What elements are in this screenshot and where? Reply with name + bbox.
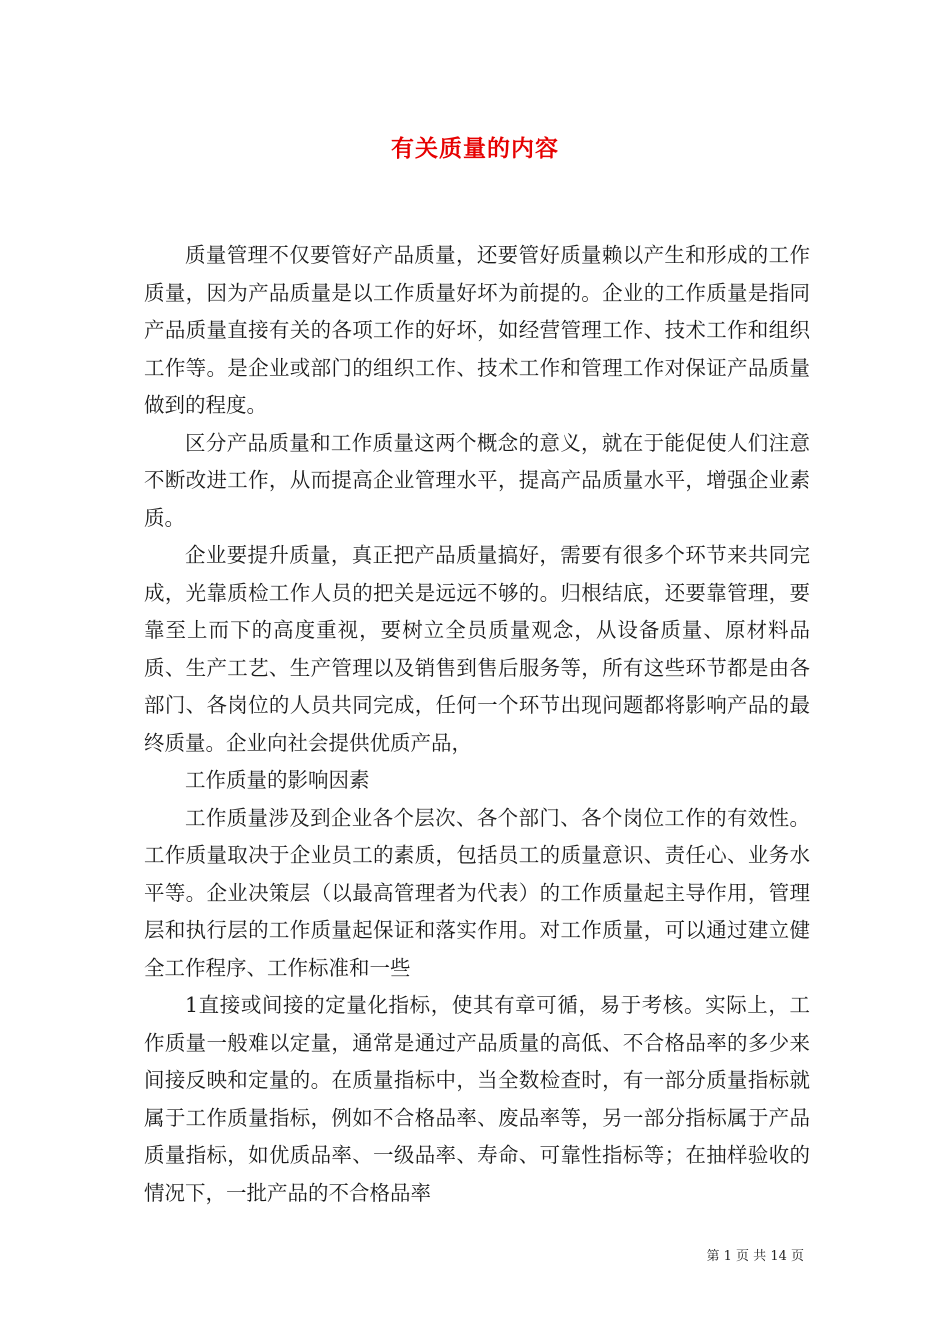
paragraph: 企业要提升质量，真正把产品质量搞好，需要有很多个环节来共同完成，光靠质检工作人员的把关是远远不够的。归根结底，还要靠管理，要靠至上而下的高度重视，要树立全员质量观念，从设备质量、原材料品质、生产工艺、生产管理以及销售到售后服务等，所有这些环节都是由各部门、各岗位的人员共同完成，任何一个环节出现问题都将影响产品的最终质量。企业向社会提供优质产品， <box>144 543 810 755</box>
paragraph: 质量管理不仅要管好产品质量，还要管好质量赖以产生和形成的工作质量，因为产品质量是以工作质量好坏为前提的。企业的工作质量是指同产品质量直接有关的各项工作的好坏，如经营管理工作、技术工作和组织工作等。是企业或部门的组织工作、技术工作和管理工作对保证产品质量做到的程度。 <box>144 243 810 417</box>
page-number-footer: 第 1 页 共 14 页 <box>706 1249 804 1264</box>
section-heading: 工作质量的影响因素 <box>185 768 370 792</box>
paragraph: 区分产品质量和工作质量这两个概念的意义，就在于能促使人们注意不断改进工作，从而提高企业管理水平，提高产品质量水平，增强企业素质。 <box>144 430 810 530</box>
document-title: 有关质量的内容 <box>391 135 559 162</box>
document-body <box>144 237 810 1212</box>
paragraph: 1直接或间接的定量化指标，使其有章可循，易于考核。实际上，工作质量一般难以定量，通常是通过产品质量的高低、不合格品率的多少来间接反映和定量的。在质量指标中，当全数检查时，有一部分质量指标就属于工作质量指标，例如不合格品率、废品率等，另一部分指标属于产品质量指标，如优质品率、一级品率、寿命、可靠性指标等；在抽样验收的情况下，一批产品的不合格品率 <box>144 993 810 1205</box>
paragraph: 工作质量涉及到企业各个层次、各个部门、各个岗位工作的有效性。工作质量取决于企业员工的素质，包括员工的质量意识、责任心、业务水平等。企业决策层（以最高管理者为代表）的工作质量起主导作用，管理层和执行层的工作质量起保证和落实作用。对工作质量，可以通过建立健全工作程序、工作标准和一些 <box>144 805 810 980</box>
